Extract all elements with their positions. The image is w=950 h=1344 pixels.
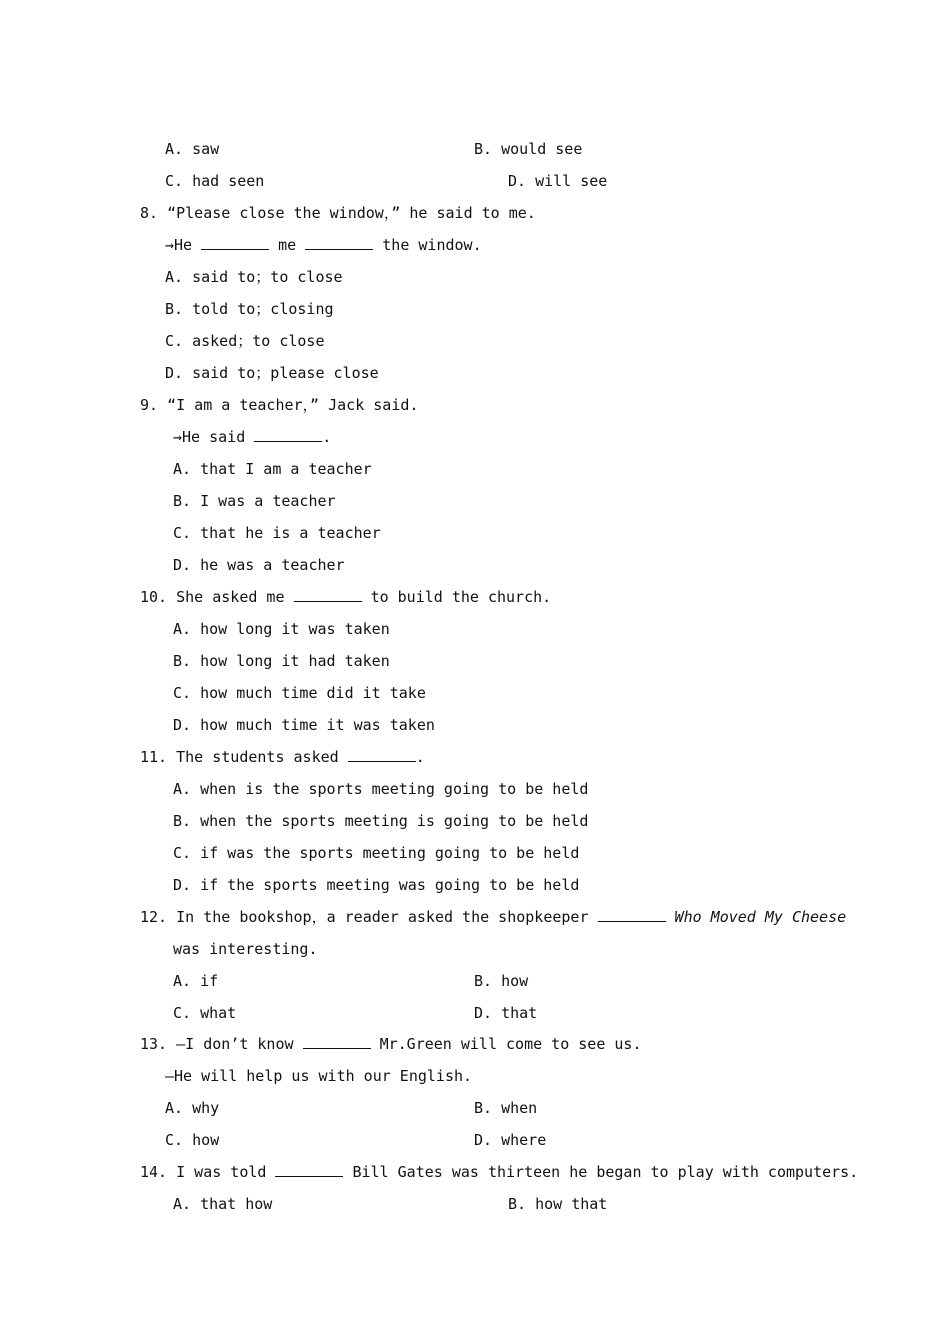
q14-stem-end: Bill Gates was thirteen he began to play with computers. (352, 1163, 859, 1181)
answer-blank (254, 427, 322, 442)
q13-option-c: C. how (165, 1131, 220, 1149)
answer-blank (305, 235, 373, 250)
q9-stem: 9. “I am a teacher，” Jack said. (140, 396, 419, 414)
q13-option-b: B. when (474, 1099, 538, 1117)
q11-option-c: C. if was the sports meeting going to be held (173, 844, 580, 862)
q7-option-c: C. had seen (165, 172, 265, 190)
q12-stem-continued: was interesting. (173, 940, 318, 958)
answer-blank (598, 907, 666, 922)
q10-option-b: B. how long it had taken (173, 652, 390, 670)
q11-stem-end: . (415, 748, 425, 766)
q8-option-c: C. asked；to close (165, 332, 325, 350)
q10-option-c: C. how much time did it take (173, 684, 426, 702)
q10-stem-start: 10. She asked me (140, 588, 285, 606)
answer-blank (303, 1034, 371, 1049)
q14-stem-start: 14. I was told (140, 1163, 267, 1181)
q13-stem-end: Mr.Green will come to see us. (379, 1035, 642, 1053)
q9-option-c: C. that he is a teacher (173, 524, 381, 542)
q8-option-b: B. told to；closing (165, 300, 334, 318)
q11-option-b: B. when the sports meeting is going to be held (173, 812, 589, 830)
q14-option-a: A. that how (173, 1195, 273, 1213)
q8-rewrite-start: →He (165, 236, 193, 254)
answer-blank (201, 235, 269, 250)
q8-option-d: D. said to；please close (165, 364, 379, 382)
q9-option-a: A. that I am a teacher (173, 460, 372, 478)
q10-option-d: D. how much time it was taken (173, 716, 435, 734)
q13-option-a: A. why (165, 1099, 220, 1117)
q14-stem (140, 1162, 858, 1182)
q12-option-d: D. that (474, 1004, 538, 1022)
answer-blank (275, 1162, 343, 1177)
q12-option-b: B. how (474, 972, 529, 990)
q8-rewrite (165, 235, 482, 255)
answer-blank (294, 587, 362, 602)
q9-rewrite-end: . (322, 428, 332, 446)
q8-option-a: A. said to；to close (165, 268, 343, 286)
q11-stem (140, 747, 425, 767)
q8-rewrite-end: the window. (382, 236, 482, 254)
q7-option-b: B. would see (474, 140, 583, 158)
q13-stem (140, 1034, 642, 1054)
q8-rewrite-middle: me (278, 236, 297, 254)
q9-rewrite-start: →He said (173, 428, 246, 446)
q10-stem (140, 587, 551, 607)
q12-stem-start: 12. In the bookshop，a reader asked the shopkeeper (140, 908, 589, 926)
q9-option-b: B. I was a teacher (173, 492, 336, 510)
q7-option-d: D. will see (508, 172, 608, 190)
q13-option-d: D. where (474, 1131, 547, 1149)
q10-stem-end: to build the church. (370, 588, 552, 606)
answer-blank (348, 747, 416, 762)
q9-option-d: D. he was a teacher (173, 556, 345, 574)
q10-option-a: A. how long it was taken (173, 620, 390, 638)
q12-option-c: C. what (173, 1004, 237, 1022)
q12-option-a: A. if (173, 972, 219, 990)
q7-option-a: A. saw (165, 140, 220, 158)
q12-book-title: Who Moved My Cheese (674, 908, 847, 926)
q11-stem-start: 11. The students asked (140, 748, 339, 766)
q14-option-b: B. how that (508, 1195, 608, 1213)
q12-stem (140, 907, 846, 927)
q8-stem: 8. “Please close the window，” he said to me. (140, 204, 536, 222)
q13-reply: —He will help us with our English. (165, 1067, 473, 1085)
q11-option-d: D. if the sports meeting was going to be held (173, 876, 580, 894)
q13-stem-start: 13. —I don’t know (140, 1035, 294, 1053)
q11-option-a: A. when is the sports meeting going to be held (173, 780, 589, 798)
q9-rewrite (173, 427, 331, 447)
